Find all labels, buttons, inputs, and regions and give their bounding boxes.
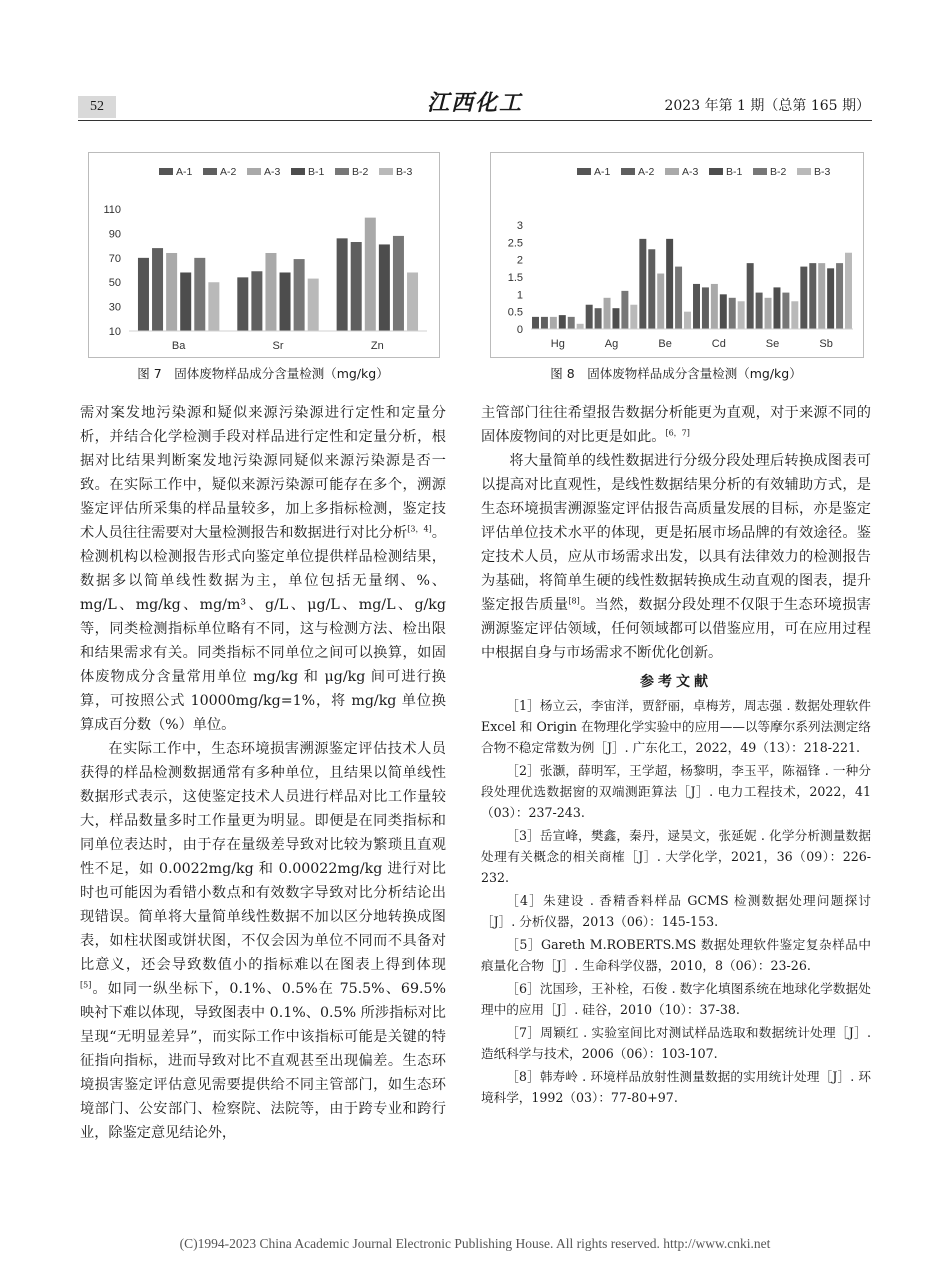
reference-item: ［1］杨立云，李宙洋，贾舒丽，卓梅芳，周志强 . 数据处理软件 Excel 和 Origin 在物理化学实验中的应用——以等摩尔系列法测定络合物不稳定常数为例［J］. 广东化工，2022，49（13）：218-221.	[481, 698, 871, 755]
y-tick-label: 0	[516, 324, 523, 336]
references-list	[481, 695, 871, 1108]
figure-7-svg	[89, 153, 439, 357]
legend-swatch	[621, 168, 635, 175]
bar	[791, 301, 798, 329]
figure-8-caption: 图 8 固体废物样品成分含量检测（mg/kg）	[550, 366, 802, 381]
bar	[365, 218, 376, 331]
bar	[782, 293, 789, 329]
x-tick-label: Se	[765, 338, 780, 350]
y-tick-label: 1	[516, 289, 523, 302]
paragraph-text: 需对案发地污染源和疑似来源污染源进行定性和定量分析，并结合化学检测手段对样品进行定性和定量分析，根据对比结果判断案发地污染源同疑似来源污染源是否一致。在实际工作中，疑似来源污染源可能存在多个，溯源鉴定评估所采集的样品量较多，加上多指标检测，鉴定技术人员往往需要对大量检测报告和数据进行对比分析	[80, 405, 446, 541]
bar	[800, 267, 807, 329]
paragraph-text: 。如同一纵坐标下，0.1%、0.5%在 75.5%、69.5% 映衬下难以体现，导致图表中 0.1%、0.5% 所涉指标对比呈现“无明显差异”，而实际工作中该指标可能是关键的特征指向指标，进而导致对比不直观甚至出现偏差。生态环境损害鉴定评估意见需要提供给不同主管部门，如生态环境部门、公安部门、检察院、法院等，由于跨专业和跨行业，除鉴定意见结论外，	[80, 981, 446, 1141]
bar	[166, 253, 177, 331]
bar	[666, 239, 673, 329]
y-tick-label: 2	[516, 254, 523, 267]
legend-swatch	[247, 168, 261, 175]
reference-item: ［5］Gareth M.ROBERTS.MS 数据处理软件鉴定复杂样品中痕量化合物［J］. 生命科学仪器，2010，8（06）：23-26.	[481, 937, 871, 973]
paragraph-text: 在实际工作中，生态环境损害溯源鉴定评估技术人员获得的样品检测数据通常有多种单位，且结果以简单线性数据形式表示，这使鉴定技术人员进行样品对比工作量较大，样品数量多时工作量更为明显。即便是在同类指标和同单位表达时，由于存在量级差导致对比较为繁琐且直观性不足，如 0.0022mg/kg 和 0.00022mg/kg 进行对比时也可能因为看错小数点和有效数字导致对比分析结论出现错误。简单将大量简单线性数据不加以区分地转换成图表，如柱状图或饼状图，不仅会因为单位不同而不具备对比意义，还会导致数值小的指标难以在图表上得到体现	[80, 741, 446, 973]
bar	[237, 277, 248, 331]
legend-swatch	[709, 168, 723, 175]
bar	[595, 308, 602, 329]
y-tick-label: 110	[103, 204, 121, 217]
bar	[180, 272, 191, 331]
legend-swatch	[577, 168, 591, 175]
citation: [8]	[568, 596, 580, 606]
y-tick-label: 3	[516, 220, 523, 232]
legend-label: B-2	[770, 166, 787, 178]
legend-swatch	[797, 168, 811, 175]
references-title: 参考文献	[640, 674, 712, 690]
bar	[568, 317, 575, 329]
bar	[765, 298, 772, 329]
issue-info: 2023 年第 1 期（总第 165 期）	[664, 98, 870, 114]
bar	[693, 284, 700, 329]
legend-label: A-1	[594, 166, 611, 178]
bar	[630, 305, 637, 329]
reference-item: ［7］周颖红 . 实验室间比对测试样品选取和数据统计处理［J］. 造纸科学与技术，2006（06）：103-107.	[481, 1025, 871, 1061]
legend-label: A-3	[264, 166, 281, 178]
bar	[845, 253, 852, 329]
bar	[675, 267, 682, 329]
y-tick-label: 10	[108, 326, 121, 338]
citation: [6，7]	[665, 428, 690, 438]
bar	[756, 293, 763, 329]
legend-label: B-2	[352, 166, 369, 178]
bar	[577, 324, 584, 329]
bar	[294, 259, 305, 331]
legend-swatch	[291, 168, 305, 175]
bar	[138, 258, 149, 331]
bar	[773, 287, 780, 329]
legend-swatch	[665, 168, 679, 175]
reference-item: ［4］朱建设 . 香精香料样品 GCMS 检测数据处理问题探讨［J］. 分析仪器，2013（06）：145-153.	[481, 893, 871, 929]
bar	[208, 282, 219, 331]
bar	[729, 298, 736, 329]
bar	[407, 272, 418, 331]
citation: [5]	[80, 980, 92, 990]
header-rule	[78, 120, 872, 121]
x-tick-label: Sr	[272, 340, 284, 352]
bar	[541, 317, 548, 329]
y-tick-label: 90	[108, 228, 121, 241]
right-paragraph-2	[481, 449, 871, 665]
x-tick-label: Hg	[550, 338, 565, 350]
x-tick-label: Sb	[819, 338, 833, 350]
bar	[657, 274, 664, 329]
journal-title: 江西化工	[426, 90, 523, 116]
bar	[827, 268, 834, 329]
legend-swatch	[335, 168, 349, 175]
bar	[747, 263, 754, 329]
legend-label: A-2	[220, 166, 237, 178]
y-tick-label: 2.5	[507, 237, 523, 250]
reference-item: ［2］张灏，薛明军，王学超，杨黎明，李玉平，陈福锋 . 一种分段处理优选数据窗的双端测距算法［J］. 电力工程技术，2022，41（03）：237-243.	[481, 763, 871, 820]
paragraph-text: 。当然，数据分段处理不仅限于生态环境损害溯源鉴定评估领域，任何领域都可以借鉴应用，可在应用过程中根据自身与市场需求不断优化创新。	[481, 597, 871, 661]
page-number: 52	[78, 96, 116, 118]
legend-swatch	[379, 168, 393, 175]
figure-7-chart	[88, 152, 440, 358]
legend-swatch	[203, 168, 217, 175]
bar	[337, 238, 348, 331]
bar	[738, 301, 745, 329]
bar	[639, 239, 646, 329]
x-tick-label: Ba	[171, 340, 186, 352]
bar	[720, 294, 727, 329]
bar	[684, 312, 691, 329]
bar	[818, 263, 825, 329]
legend-label: B-1	[308, 166, 325, 178]
bar	[559, 315, 566, 329]
x-tick-label: Cd	[711, 338, 726, 350]
bar	[265, 253, 276, 331]
bar	[586, 305, 593, 329]
bar	[280, 272, 291, 331]
bar	[836, 263, 843, 329]
right-column	[481, 401, 871, 1110]
left-paragraph-1	[80, 401, 446, 737]
bar	[621, 291, 628, 329]
bar	[393, 236, 404, 331]
y-tick-label: 1.5	[507, 272, 523, 284]
bar	[379, 244, 390, 331]
legend-label: A-2	[638, 166, 655, 178]
bar	[194, 258, 205, 331]
bar	[711, 284, 718, 329]
right-paragraph-1	[481, 401, 871, 449]
y-tick-label: 70	[108, 252, 121, 265]
legend-label: B-3	[396, 166, 413, 178]
legend-swatch	[159, 168, 173, 175]
reference-item: ［8］韩寿岭 . 环境样品放射性测量数据的实用统计处理［J］. 环境科学，1992（03）：77-80+97.	[481, 1069, 871, 1105]
x-tick-label: Zn	[370, 340, 384, 352]
legend-label: B-1	[726, 166, 743, 178]
bar	[152, 248, 163, 331]
legend-label: A-3	[682, 166, 699, 178]
y-tick-label: 30	[108, 301, 121, 314]
copyright-footer: (C)1994-2023 China Academic Journal Electronic Publishing House. All rights reserved. http://www.cnki.net	[179, 1236, 771, 1251]
bar	[550, 317, 557, 329]
legend-label: A-1	[176, 166, 193, 178]
paragraph-text: 将大量简单的线性数据进行分级分段处理后转换成图表可以提高对比直观性，是线性数据结果分析的有效辅助方式，是生态环境损害溯源鉴定评估报告高质量发展的目标，亦是鉴定评估单位技术水平的体现，更是拓展市场品牌的有效途径。鉴定技术人员，应从市场需求出发，以具有法律效力的检测报告为基础，将简单生硬的线性数据转换成生动直观的图表，提升鉴定报告质量	[481, 453, 871, 613]
paragraph-text: 主管部门往往希望报告数据分析能更为直观，对于来源不同的固体废物间的对比更是如此。	[481, 405, 871, 445]
bar	[532, 317, 539, 329]
x-tick-label: Ag	[604, 338, 619, 350]
bar	[648, 249, 655, 329]
legend-swatch	[753, 168, 767, 175]
bar	[351, 242, 362, 331]
bar	[612, 308, 619, 329]
figure-7-caption: 图 7 固体废物样品成分含量检测（mg/kg）	[137, 366, 389, 381]
y-tick-label: 50	[108, 277, 121, 290]
reference-item: ［6］沈国珍，王补栓，石俊 . 数字化填图系统在地球化学数据处理中的应用［J］. 硅谷，2010（10）：37-38.	[481, 981, 871, 1017]
x-tick-label: Be	[658, 338, 672, 350]
legend-label: B-3	[814, 166, 831, 178]
reference-item: ［3］岳宣峰，樊鑫，秦丹，逯昊文，张延妮 . 化学分析测量数据处理有关概念的相关商榷［J］. 大学化学，2021，36（09）：226-232.	[481, 828, 871, 885]
bar	[251, 271, 262, 331]
figure-8-svg	[491, 153, 863, 357]
bar	[702, 287, 709, 329]
bar	[308, 279, 319, 331]
left-paragraph-2	[80, 737, 446, 1145]
bar	[604, 298, 611, 329]
bar	[809, 263, 816, 329]
y-tick-label: 0.5	[507, 306, 523, 319]
left-column	[80, 401, 446, 1145]
citation: [3，4]	[407, 524, 432, 534]
figure-8-chart	[490, 152, 864, 358]
paragraph-text: 。检测机构以检测报告形式向鉴定单位提供样品检测结果，数据多以简单线性数据为主，单位包括无量纲、%、mg/L、mg/kg、mg/m³、g/L、μg/L、mg/L、g/kg 等，同类检测指标单位略有不同，这与检测方法、检出限和结果需求有关。同类指标不同单位之间可以换算，如固体废物成分含量常用单位 mg/kg 和 μg/kg 间可进行换算，可按照公式 10000mg/kg=1%，将 mg/kg 单位换算成百分数（%）单位。	[80, 525, 446, 733]
